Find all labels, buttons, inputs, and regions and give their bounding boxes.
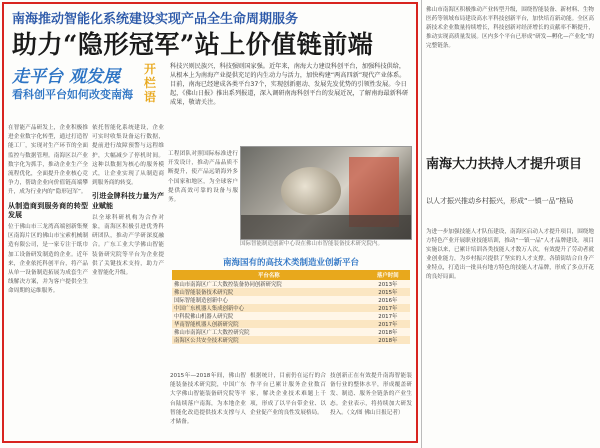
sidebar-headline: 南海大力扶持人才提升项目 [426,157,583,172]
platform-name: 国际智能制造创新中心 [172,296,366,304]
table-title: 南海国有的高技术类制造业创新平台 [222,258,359,268]
body-text: 在智能产品研发上，企业积极推进企业数字化转型，通过打造智能工厂，实现对生产环节的全面监控与数据管理。南海区以产业数字化为抓手，推动企业生产全流程优化，全面提升企业核心竞争力，帮助企业向价值链高端攀升，成为行业内的“隐形冠军”。 [8,125,88,196]
table-row [172,288,410,296]
body-text: 位于佛山市三龙湾高端创新集聚区南海片区的佛山市宝索机械制造有限公司，是一家专注于纸巾加工设备研发制造的企业。近年来，企业依托科创平台，将产品从单一设备制造拓展为成套生产线解决方案，并为客户提供全生命周期的运维服务。 [8,224,88,295]
sidebar-body-bottom: 为进一步加强技能人才队伍建设，南海区启动人才提升项目，围绕地方特色产业开展职业技能培训，推动“一镇一品”人才品牌建设。项目实施以来，已累计培训各类技能人才数万人次，有效提升了劳动者就业创业能力，为乡村振兴提供了坚实的人才支撑。各镇街结合自身产业特点，打造出一批具有地方特色的技能人才品牌，形成了多点开花的良好局面。 [426,229,594,280]
platform-name: 佛山市南海区广工大数控装备协同创新研究院 [172,280,366,288]
machine-base [241,215,411,239]
banner-subtitle: 看科创平台如何改变南海 [12,88,133,101]
body-column-6: 技创新正在有效提升南海智能装备行业的整体水平，形成覆盖研发、制造、服务全链条的产业生态。企业表示，将持续加大研发投入。（文/图 佛山日报记者） [330,373,412,416]
table-header-year: 落户时间 [366,270,410,280]
platform-year: 2017年 [366,312,410,320]
article-headline: 助力“隐形冠军”站上价值链前端 [12,30,374,59]
table-row [172,312,410,320]
platform-year: 2018年 [366,328,410,336]
body-column-1 [8,124,88,440]
table-row [172,280,410,288]
banner-side-label: 开栏语 [144,62,157,104]
table-row [172,336,410,344]
platform-year: 2013年 [366,280,410,288]
body-column-3: 工程团队对照国际标准进行开发设计，推动产品品质不断提升，使产品远销海外多个国家和地区，为全球客户提供高效可靠的设备与服务。 [168,151,238,204]
article-kicker: 南海推动智能化系统建设实现产品全生命周期服务 [12,12,299,27]
banner-title: 走平台 观发展 [12,67,120,87]
platform-year: 2017年 [366,320,410,328]
platform-name: 中科院佛山机器人研究院 [172,312,366,320]
platform-name: 南海区公共安全技术研究院 [172,336,366,344]
column-divider [421,0,422,448]
table-header-name: 平台名称 [172,270,366,280]
platform-year: 2015年 [366,288,410,296]
section-subhead: 引进金牌科技力量为产业赋能 [92,192,164,210]
factory-machinery-photo [240,146,412,240]
platform-name: 华南智能机器人创新研究院 [172,320,366,328]
platform-table [172,270,410,344]
body-text: 以全球科研机构为合作对象，南海区积极引进优秀科研团队，推动产学研深度融合。广东工业大学佛山智能装备研究院等平台为企业提供了关键技术支持，助力产业智能化升级。 [92,214,164,277]
body-text: 依托智能化系统建设，企业可实时收集设备运行数据，提前进行故障预警与远程维护，大幅减少了停机时间。这种以数据为核心的服务模式，让企业实现了从制造商到服务商的转变。 [92,125,164,187]
table-row [172,328,410,336]
sidebar-subheadline: 以人才振兴推动乡村振兴，形成“一镇一品”格局 [426,197,574,205]
photo-caption: 国际智能制造创新中心设在佛山市智能装备技术研究院内。 [240,241,384,247]
platform-name: 佛山市南海区广工大数控研究院 [172,328,366,336]
sidebar-body-top: 佛山市南海区积极推动产业转型升级，围绕智能装备、新材料、生物医药等领域布局建设高水平科技创新平台，加快培育新动能。全区高新技术企业数量持续增长，科技创新对经济增长的贡献率不断提升，推动实现高质量发展。区内多个平台已形成“研发—孵化—产业化”的完整链条。 [426,7,594,49]
platform-year: 2017年 [366,304,410,312]
machine-part [281,167,341,215]
table-header-row [172,270,410,280]
article-lead: 科技兴则民族兴，科技强则国家强。近年来，南海大力建设科创平台，加强科技供给，从根本上为南海产业提供充足的内生动力与活力，加快构建“两高四新”现代产业体系。目前，南海已经建成各类平台37个，实现创新驱动、发展先发优势的引领性发展。今日起，《佛山日报》推出系列报道，深入调研南海科创平台的发展近况，了解南海最新科研成果，敬请关注。 [170,63,409,106]
table-row [172,304,410,312]
platform-year: 2018年 [366,336,410,344]
table-row [172,320,410,328]
platform-name: 佛山智能装备技术研究院 [172,288,366,296]
table-row [172,296,410,304]
body-column-5: 根据统计，目前仍在运行的合作平台已累计服务企业数百家，解决企业技术难题上千项，形成了以平台带企业、以企业促产业的良性发展格局。 [250,373,326,416]
body-column-4: 2015年—2018年间，佛山智能装备技术研究院，中国广东大学佛山智能装备研究院等平台陆续落户南海，为本地企业智能化改造提供技术支撑与人才储备。 [170,373,246,426]
platform-name: 中国广东机器人集成创新中心 [172,304,366,312]
section-subhead: 从制造商到服务商的转型发展 [8,201,88,219]
column-banner [6,62,166,106]
platform-year: 2016年 [366,296,410,304]
body-column-2 [92,124,164,440]
